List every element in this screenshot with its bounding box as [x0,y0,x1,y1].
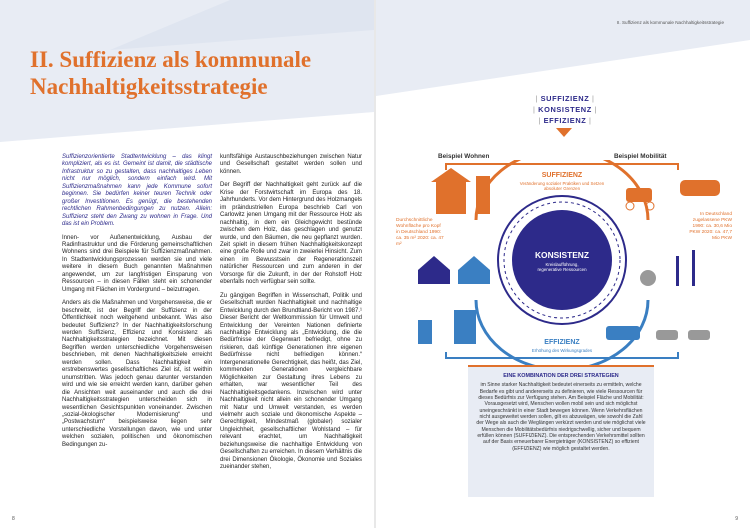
beispiel-wohnen-label: Beispiel Wohnen [438,153,490,160]
page-number: 9 [735,516,738,522]
paragraph: Der Begriff der Nachhaltigkeit geht zurück auf die Krise der Forstwirtschaft im Europa des 18. Jahrhunderts. Vor dem Hintergrund des Holzmangels im präindustriellen Europa beschrieb Carl von Carlowitz jenen Umgang mit der Ressource Holz als nachhaltig, in dem ein Gleichgewicht bestünde zwischen dem Holz, das geschlagen und genutzt wurde, und den Bäumen, die neu gepflanzt wurden. Zeit spielt in diesem frühen Nachhaltigkeitskonzept eine große Rolle und zwar in zweierlei Hinsicht. Zum einen im Bewusstsein der Regenerationszeit natürlicher Ressourcen und zum anderen in der Vorsorge für die Zukunft, in der der Rohstoff Holz ebenfalls noch verfügbar sein sollte. [220,182,362,286]
running-header: II. Suffizienz als kommunale Nachhaltigkeitsstrategie [616,20,724,25]
right-page [376,0,750,528]
effizienz-sub: Erhöhung des Wirkungsgrades [531,348,593,353]
car-icon [688,330,710,340]
car-icon [656,330,678,340]
appliance-icon [454,310,476,344]
cargo-bike-icon [626,188,652,202]
intro-paragraph: Suffizienzorientierte Stadtentwicklung – das klingt kompliziert, als es ist. Gemeint ist damit, die städtische Infrastruktur so zu gestalten, dass nachhaltiges Leben nicht nur möglich, sondern einfach wird. Mit Suffizienzmaßnahmen kann jede Kommune sofort beginnen. Sie bedürfen keiner teuren Technik oder großer Investitionen. Es genügt, die bestehenden rechtlichen Rahmenbedingungen zu nutzen. Allein: Suffizienz steht den Zwang zu wohnen in Frage. Und das ist ein Problem. [62,154,212,228]
box-title: EINE KOMBINATION DER DREI STRATEGIEN [503,373,619,379]
effizienz-label: EFFIZIENZ [544,339,580,346]
fridge-icon [418,320,432,344]
paragraph: Zu gängigen Begriffen in Wissenschaft, Politik und Gesellschaft wurden Nachhaltigkeit und nachhaltige Entwicklung durch den Brundtland-Bericht von 1987.¹ Dieser Bericht der Weltkommission für Umwelt und Entwicklung der Vereinten Nationen definierte nachhaltige Entwicklung als „Entwicklung, die die Bedürfnisse der Gegenwart befriedigt, ohne zu riskieren, daß künftige Generationen ihre eigenen Bedürfnisse nicht befriedigen können.“ Intergenerationelle Gerechtigkeit, das heißt, das Ziel, kommenden Generationen vergleichbare Möglichkeiten zur Gestaltung ihres Lebens zu erhalten, war wesentlicher Teil des Nachhaltigkeitsgedankens. Inzwischen wird unter Nachhaltigkeit nicht allein ein schonender Umgang mit Natur und Umwelt verstanden, es werden vielmehr auch soziale und ökonomische Aspekte – Gerechtigkeit, Mindestmaß (globaler) sozialer Ungleichheit, gesellschaftlicher Wohlstand – für relevant erachtet, um Nachhaltigkeit beziehungsweise die nachhaltige Entwicklung von Gesellschaften zu erreichen. In diesem Verhältnis die drei Dimensionen Ökologie, Ökonomie und Soziales zueinander stehen, [220,292,362,471]
paragraph: Anders als die Maßnahmen und Vorgehensweise, die er beschreibt, ist der Begriff der Suffizienz in der Öffentlichkeit noch weitgehend unbekannt. Was also bedeutet Suffizienz? In der Nachhaltigkeitsforschung werden Suffizienz, Effizienz und Konsistenz als Nachhaltigkeitsstrategien bezeichnet. Mit diesen Begriffen werden unterschiedliche Vorgehensweisen beschrieben, mit denen Nachhaltigkeitsziele erreicht werden sollen. Dass Nachhaltigkeit ein erstrebenswertes gesellschaftliches Ziel ist, ist weithin unumstritten. Was jedoch genau darunter verstanden wird und wie sie erreicht werden kann, darüber gehen die Ansichten weit auseinander und auch die drei Nachhaltigkeitsstrategien unterscheiden sich in wesentlichen Gesichtspunkten voneinander. Zwischen „sozial-ökologischer Modernisierung“ und „Postwachstum“ beispielsweise liegen sehr unterschiedliche Vorstellungen davon, wie und unter welchen sozialen, politischen und ökonomischen Bedingungen zu- [62,300,212,448]
bus-icon [606,326,640,340]
suffizienz-sub: Veränderung sozialer Praktiken und Setzen absoluter Grenzen [519,181,605,191]
text-column-1 [62,154,212,455]
suffizienz-label: SUFFIZIENZ [541,172,583,179]
pkw-caption: In Deutschland zugelassene PKW 1990: ca. 30,6 Mio PKW 2020: ca. 47,7 Mio PKW [689,212,732,241]
konsistenz-sub: Kreislaufführung, regenerative Ressourcen [537,262,587,273]
building-icon [476,176,490,214]
combination-box [468,365,654,497]
page-title: II. Suffizienz als kommunale Nachhaltigkeitsstrategie [30,47,312,99]
text-column-2 [220,154,362,478]
paragraph: Innen- vor Außenentwicklung, Ausbau der Radinfrastruktur und die Förderung gemeinschaftlichen Wohnens sind drei Beispiele für Suffizienzmaßnahmen. In Stadtentwicklungsprozessen werden sie und viele weitere in diesem Buch genannten Maßnahmen angewendet, um zur langfristigen Einsparung von Ressourcen – in diesen Fällen steht ein schonender Umgang mit Flächen im Vordergrund – beizutragen. [62,234,212,293]
beispiel-mobilitaet-label: Beispiel Mobilität [614,153,667,160]
factory-icon [640,270,656,286]
house-icon [436,180,466,214]
house-icon [418,256,450,284]
chevron-down-icon [556,128,572,138]
wohnflaeche-caption: Durchschnittliche Wohnfläche pro Kopf in Deutschland 1990: ca. 35 m² 2020: ca. 47 m² [396,218,444,247]
wind-turbine-icon [676,256,679,286]
wind-turbine-icon [692,250,695,286]
left-page [0,0,374,528]
strategy-triad: | SUFFIZIENZ | | KONSISTENZ | | EFFIZIENZ | [532,94,597,125]
page-number: 8 [12,516,15,522]
recycle-house-icon [458,256,490,284]
paragraph: kunftsfähige Austauschbeziehungen zwischen Natur und Gesellschaft gestaltet werden sollen und können. [220,154,362,175]
konsistenz-label: KONSISTENZ [535,250,589,260]
box-text: im Sinne starker Nachhaltigkeit bedeutet einerseits zu ermitteln, welche Bedarfe es gibt und andererseits zu definieren, wie viele Ressourcen für dieses Bedürfnis zur Verfügung stehen. Am Beispiel Fläche und Mobilität: Vorausgesetzt wird, Menschen wollen mobil sein und sich möglichst uneingeschränkt in einer Stadt bewegen können. Wenn Verkehrsflächen nicht ausgeweitet werden sollen, gilt es abzuwägen, wie sowohl die Zahl der Wege als auch die Weglängen verkürzt werden und wie möglichst viele Menschen die Mobilitätsbedürfnis niedrigschwellig, sicher und bequem erfüllen können (SUFFIZIENZ). Die entsprechenden Verkehrsmittel sollten auf der Basis erneuerbarer Energieträger (KONSISTENZ) so effizient (EFFIZIENZ) wie möglich gestaltet werden. [476,382,646,452]
car-icon [680,180,720,196]
